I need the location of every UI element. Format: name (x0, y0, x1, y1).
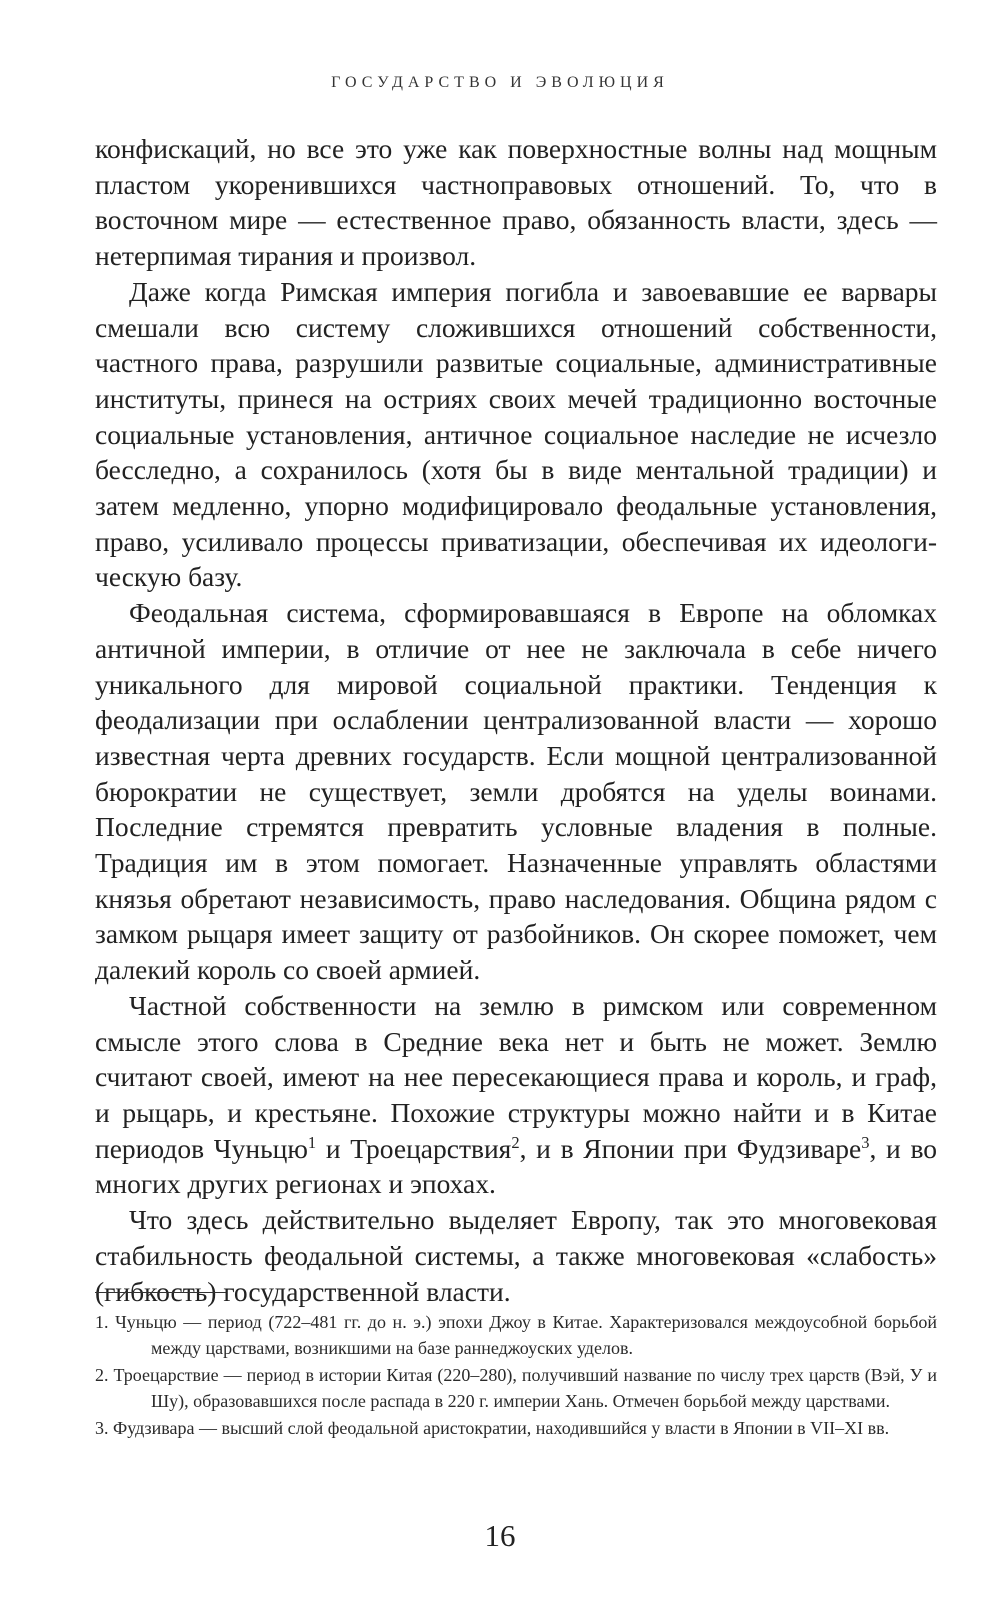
footnote-text: Чуньцю — период (722–481 гг. до н. э.) эпохи Джоу в Китае. Характеризовался междоусобной борьбой между царствами, возникшими на базе раннеджоуских уделов. (115, 1312, 937, 1358)
paragraph: конфискаций, но все это уже как поверхностные волны над мощным пластом укоренившихся частноправовых отношений. То, что в восточном мире — естественное право, обязанность власти, здесь — нетерпимая тирания и произвол. (95, 133, 937, 272)
paragraph: Что здесь действительно выделяет Европу, так это многовековая стабильность феодальной системы, а также многовековая «слабость» (гибкость) государственной власти. (95, 1204, 937, 1307)
paragraph: Даже когда Римская империя погибла и завоевавшие ее варвары смешали всю систему сложившихся отношений собственности, частного права, разрушили развитые социальные, административные институты, принеся на остриях своих мечей традиционно восточные социальные установления, античное социальное наследие не исчезло бесследно, а сохранилось (хотя бы в виде ментальной традиции) и затем медленно, упорно модифицировало феодальные установления, право, усиливало процессы приватизации, обеспечивая их идеологическую базу. (95, 275, 937, 593)
footnote-number: 2. (95, 1365, 109, 1385)
footnote-number: 3. (95, 1418, 109, 1438)
footnote-text: Фудзивара — высший слой феодальной аристократии, находившийся у власти в Японии в VII–XI вв. (113, 1418, 890, 1438)
main-text (95, 131, 937, 1309)
footnotes (95, 1310, 937, 1444)
paragraph-text: Частной собственности на землю в римском или современном смысле этого слова в Средние века нет и быть не может. Землю считают своей, имеют на нее пересекающиеся права и король, и граф, и рыцарь, и крестьяне. Похожие структуры можно найти и в Китае периодов Чуньцю (95, 989, 937, 1164)
footnote-3 (95, 1416, 937, 1442)
footnote-2 (95, 1363, 937, 1414)
footnote-ref-3: 3 (861, 1132, 870, 1152)
footnote-ref-2: 2 (511, 1132, 520, 1152)
footnote-1 (95, 1310, 937, 1361)
paragraph-with-footnote-refs (95, 988, 937, 1202)
page-number: 16 (484, 1518, 516, 1553)
paragraph-text: и Троецарствия (316, 1132, 512, 1164)
paragraph-text: , и в Японии при Фудзиваре (519, 1132, 862, 1164)
footnote-text: Троецарствие — период в истории Китая (220–280), получивший название по числу трех царств (Вэй, У и Шу), образовавшихся после распада в 220 г. империи Хань. Отмечен борьбой между царствами. (113, 1365, 937, 1411)
paragraph-text: , и во многих других регионах и эпохах. (95, 1132, 938, 1200)
paragraph: Феодальная система, сформировавшаяся в Европе на обломках античной империи, в отличие от нее не заключала в себе ничего уникального для мировой социальной практики. Тенденция к феодализации при ослаблении централизованной власти — хорошо известная черта древних государств. Если мощной централизованной бюрократии не существует, земли дробятся на уделы воинами. Последние стремятся превратить условные владения в полные. Традиция им в этом помогает. Назначенные управлять областями князья обретают независимость, право наследования. Община рядом с замком рыцаря имеет защиту от разбойников. Он скорее поможет, чем далекий король со своей армией. (95, 597, 937, 986)
footnote-divider (95, 1292, 226, 1293)
running-header: ГОСУДАРСТВО И ЭВОЛЮЦИЯ (331, 74, 669, 91)
footnote-number: 1. (95, 1312, 109, 1332)
footnote-ref-1: 1 (307, 1132, 317, 1152)
